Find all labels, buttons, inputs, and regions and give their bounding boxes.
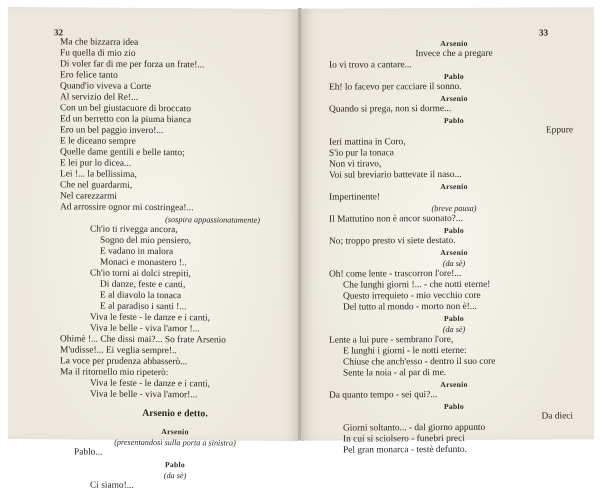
verse-line: Viva le belle - viva l'amor!... xyxy=(90,389,198,401)
verse-line: Che nel guardarmi, xyxy=(60,180,133,191)
verse-line: Di voler far di me per forza un frate!... xyxy=(60,59,205,71)
verse-line: E lei pur lo dicea... xyxy=(60,158,132,169)
verse-line: Da dieci xyxy=(541,411,573,422)
verse-line: Al servizio del Re!... xyxy=(60,92,139,103)
left-page-text xyxy=(60,37,290,493)
verse-line: Da quanto tempo - sei qui?... xyxy=(329,390,438,401)
verse-line: Viva le feste - le danze e i canti, xyxy=(90,378,210,390)
verse-line: Pablo... xyxy=(74,447,103,458)
verse-line: Giorni soltanto... - dal giorno appunto xyxy=(343,422,486,434)
verse-line: Il Mattutino non è ancor suonato?... xyxy=(329,213,463,225)
verse-line: Viva le belle - viva l'amor !... xyxy=(90,323,200,335)
verse-line: M'udisse!... Ei veglia sempre!.. xyxy=(60,345,177,357)
verse-line: Ero felice tanto xyxy=(60,70,118,81)
stage-direction: (da sè) xyxy=(163,471,187,481)
verse-line: Invece che a pregare xyxy=(415,48,493,60)
right-page-text xyxy=(329,37,579,456)
verse-line: Del tutto al mondo - morto non è!... xyxy=(343,301,477,313)
verse-line: Lente a lui pure - sembrano l'ore, xyxy=(329,334,454,346)
verse-line: Ci siamo!... xyxy=(90,480,134,491)
verse-line: Lei !... la bellissima, xyxy=(60,169,137,180)
verse-line: Pel gran monarca - testè defunto. xyxy=(343,444,467,456)
verse-line: Ma che bizzarra idea xyxy=(60,37,139,48)
verse-line: Ad arrossire ognor mi costringea!... xyxy=(60,202,194,214)
right-page xyxy=(301,7,594,456)
verse-line: Sente la noia - al par di me. xyxy=(343,368,447,379)
verse-line: Questo irrequieto - mio vecchio core xyxy=(343,290,481,302)
verse-line: Monaci e monastero !.. xyxy=(100,257,187,269)
verse-line: Ero un bel paggio invero!... xyxy=(60,125,164,137)
verse-line: Impertinente! xyxy=(329,192,381,203)
verse-line: S'io pur la tonaca xyxy=(329,148,394,159)
verse-line: Oh! come lente - trascorron l'ore!... xyxy=(329,268,462,280)
verse-line: E al paradiso i santi !... xyxy=(100,301,187,313)
speaker-name: Pablo xyxy=(443,225,465,236)
verse-line: Ch'io ti rivegga ancora, xyxy=(90,224,178,236)
verse-line: Con un bel giustacuore di broccato xyxy=(60,103,191,115)
verse-line: Quando si prega, non si dorme... xyxy=(329,103,452,115)
verse-line: La voce per prudenza abbasserò... xyxy=(60,356,188,368)
verse-line: E lunghi i giorni - le notti eterne: xyxy=(343,345,467,357)
speaker-name: Pablo xyxy=(164,460,186,470)
left-page xyxy=(8,7,300,491)
verse-line: Io vi trovo a cantare... xyxy=(329,60,412,71)
verse-line: Ed un berretto con la piuma bianca xyxy=(60,114,192,126)
verse-line: Voi sul breviario battevate il naso... xyxy=(329,169,462,181)
right-page-number: 33 xyxy=(539,27,548,38)
verse-line: Viva le feste - le danze e i canti, xyxy=(90,312,210,324)
verse-line: Eppure xyxy=(545,125,573,136)
scene-heading: Arsenio e detto. xyxy=(142,407,208,420)
open-book xyxy=(8,8,594,491)
speaker-name: Arsenio xyxy=(440,379,468,390)
verse-line: Sogno del mio pensiero, xyxy=(100,235,192,247)
stage-direction: (da sè) xyxy=(442,324,466,335)
verse-line: Ch'io torni ai dolci strepiti, xyxy=(90,268,191,280)
verse-line: Eh! lo facevo per cacciare il sonno. xyxy=(329,81,462,93)
speaker-name: Arsenio xyxy=(440,181,468,192)
speaker-name: Arsenio xyxy=(440,38,468,49)
speaker-name: Arsenio xyxy=(440,247,468,258)
verse-line: Chiuse che anch'esso - dentro il suo core xyxy=(343,356,496,368)
verse-line: Ohimè !... Che dissi mai?... So frate Arsenio xyxy=(60,334,226,346)
verse-line: Ieri mattina in Coro, xyxy=(329,137,406,148)
speaker-name: Pablo xyxy=(443,313,465,324)
verse-line: No; troppo presto vi siete destato. xyxy=(329,235,456,247)
verse-line: Quelle dame gentili e belle tanto; xyxy=(60,147,185,159)
verse-line: E le diceano sempre xyxy=(60,136,136,147)
verse-line: Quand'io viveva a Corte xyxy=(60,81,151,92)
speaker-name: Pablo xyxy=(443,401,465,412)
verse-line: Fu quella di mio zio xyxy=(60,48,136,59)
verse-line: In cui si sciolsero - funebri preci xyxy=(343,433,465,445)
verse-line: Nel carezzarmi xyxy=(60,191,117,202)
verse-line: E vadano in malora xyxy=(100,246,174,258)
speaker-name: Pablo xyxy=(443,115,465,126)
left-page-number: 32 xyxy=(54,27,63,38)
verse-line: Di danze, feste e canti, xyxy=(100,279,186,291)
speaker-name: Arsenio xyxy=(440,93,468,104)
speaker-name: Arsenio xyxy=(161,427,189,437)
verse-line: E al diavolo la tonaca xyxy=(100,290,182,302)
stage-direction: (presentandosi sulla porta a sinistra) xyxy=(114,437,236,448)
stage-direction: (sospira appassionatamente) xyxy=(165,215,260,225)
verse-line: Non vi tiravo, xyxy=(329,159,382,170)
verse-line: Ma il ritornello mio ripeterò: xyxy=(60,367,169,379)
stage-direction: (breve pausa) xyxy=(431,203,477,214)
verse-line: Che lunghi giorni !... - che notti eterne! xyxy=(343,279,491,291)
speaker-name: Pablo xyxy=(443,71,465,82)
stage-direction: (da sè) xyxy=(442,258,466,269)
